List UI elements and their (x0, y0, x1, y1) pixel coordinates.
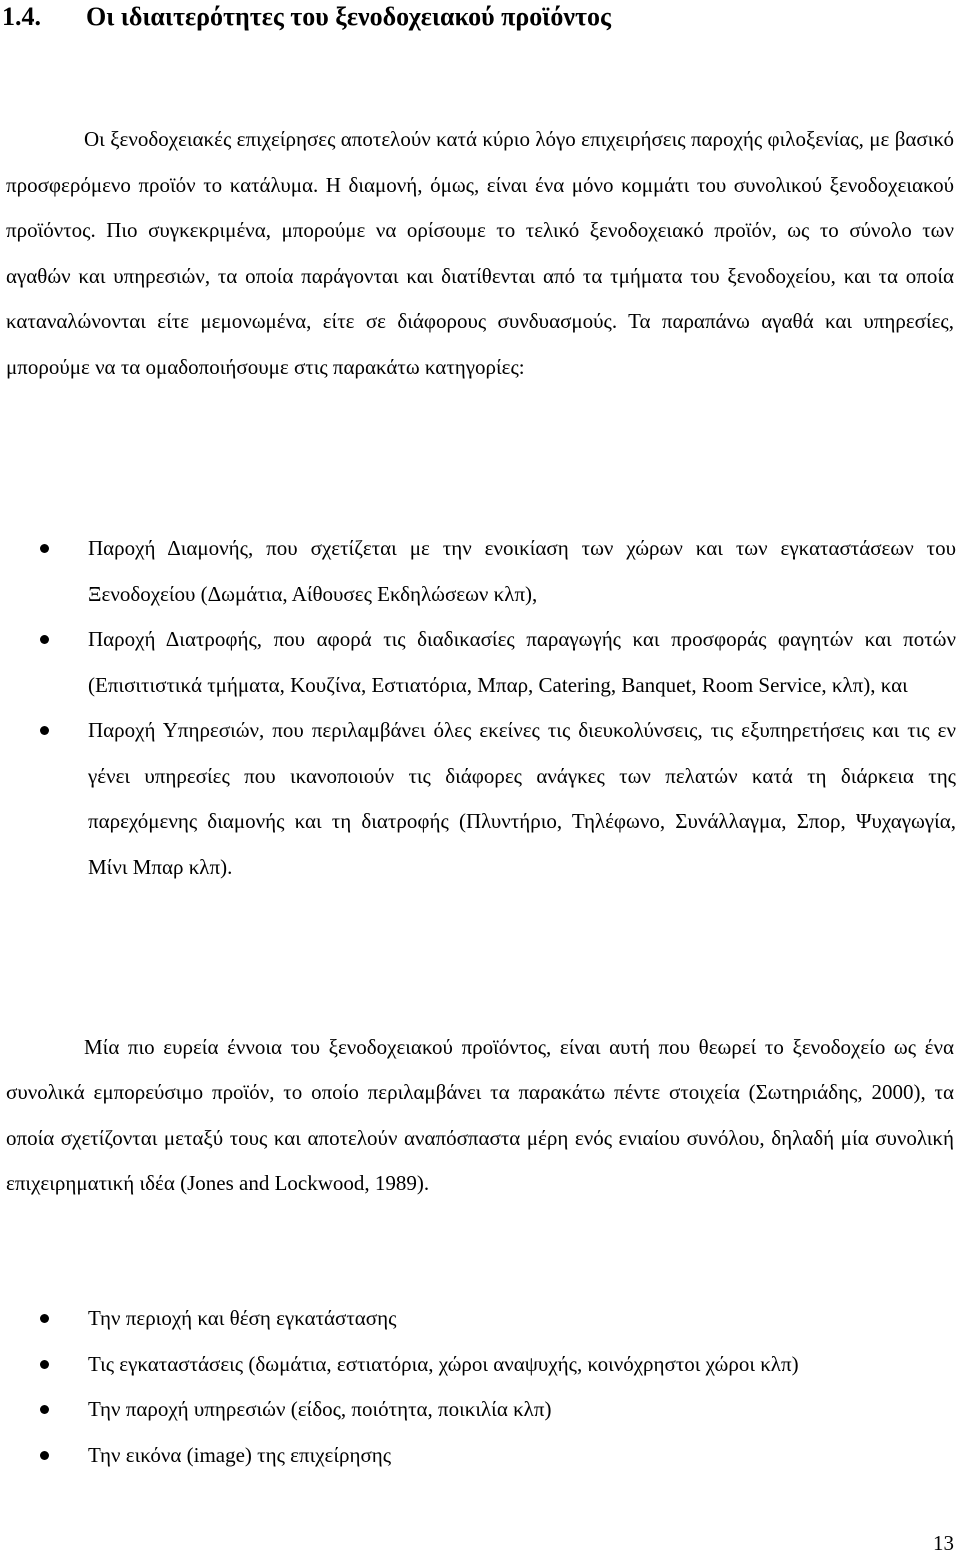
list-item (0, 1433, 956, 1479)
list-item (0, 708, 956, 890)
list-item (0, 1296, 956, 1342)
bullet-icon (40, 1314, 49, 1323)
list-item-text: Παροχή Διαμονής, που σχετίζεται με την ενοικίαση των χώρων και των εγκαταστάσεων του Ξενοδοχείου (Δωμάτια, Αίθουσες Εκδηλώσεων κλπ), (88, 536, 956, 606)
list-item-text: Την παροχή υπηρεσιών (είδος, ποιότητα, ποικιλία κλπ) (88, 1397, 552, 1421)
section-title: Οι ιδιαιτερότητες του ξενοδοχειακού προϊόντος (86, 2, 611, 31)
bullet-icon (40, 635, 49, 644)
broader-concept-paragraph: Μία πιο ευρεία έννοια του ξενοδοχειακού προϊόντος, είναι αυτή που θεωρεί το ξενοδοχείο ως ένα συνολικά εμπορεύσιμο προϊόν, το οποίο περιλαμβάνει τα παρακάτω πέντε στοιχεία (Σωτηριάδης, 2000), τα οποία σχετίζονται μεταξύ τους και αποτελούν αναπόσπαστα μέρη ενός ενιαίου συνόλου, δηλαδή μία συνολική επιχειρηματική ιδέα (Jones and Lockwood, 1989). (6, 1035, 954, 1195)
list-item (0, 617, 956, 708)
list-item-text: Τις εγκαταστάσεις (δωμάτια, εστιατόρια, χώροι αναψυχής, κοινόχρηστοι χώροι κλπ) (88, 1351, 799, 1376)
bullet-icon (40, 544, 49, 553)
section-heading (2, 0, 952, 34)
elements-list (0, 1296, 956, 1478)
bullet-icon (40, 1405, 49, 1414)
page-number: 13 (933, 1531, 954, 1555)
bullet-icon (40, 1360, 49, 1369)
bullet-icon (40, 726, 49, 735)
list-item (0, 1342, 956, 1388)
list-item-text: Παροχή Υπηρεσιών, που περιλαμβάνει όλες εκείνες τις διευκολύνσεις, τις εξυπηρετήσεις και τις εν γένει υπηρεσίες που ικανοποιούν τις διάφορες ανάγκες των πελατών κατά τη διάρκεια της παρεχόμενης διαμονής και τη διατροφής (Πλυντήριο, Τηλέφωνο, Συνάλλαγμα, Σπορ, Ψυχαγωγία, Μίνι Μπαρ κλπ). (88, 718, 956, 879)
list-item-text: Παροχή Διατροφής, που αφορά τις διαδικασίες παραγωγής και προσφοράς φαγητών και ποτών (Επισιτιστικά τμήματα, Κουζίνα, Εστιατόρια, Μπαρ, Catering, Banquet, Room Service, κλπ), και (88, 627, 956, 697)
list-item (0, 526, 956, 617)
list-item (0, 1387, 956, 1433)
list-item-text: Την περιοχή και θέση εγκατάστασης (88, 1306, 397, 1330)
intro-paragraph: Οι ξενοδοχειακές επιχείρησες αποτελούν κατά κύριο λόγο επιχειρήσεις παροχής φιλοξενίας, με βασικό προσφερόμενο προϊόν το κατάλυμα. Η διαμονή, όμως, είναι ένα μόνο κομμάτι του συνολικού ξενοδοχειακού προϊόντος. Πιο συγκεκριμένα, μπορούμε να ορίσουμε το τελικό ξενοδοχειακό προϊόν, ως το σύνολο των αγαθών και υπηρεσιών, τα οποία παράγονται και διατίθενται από τα τμήματα του ξενοδοχείου, και τα οποία καταναλώνονται είτε μεμονωμένα, είτε σε διάφορους συνδυασμούς. Τα παραπάνω αγαθά και υπηρεσίες, μπορούμε να τα ομαδοποιήσουμε στις παρακάτω κατηγορίες: (6, 127, 954, 379)
list-item-text: Την εικόνα (image) της επιχείρησης (88, 1442, 392, 1467)
section-number: 1.4. (2, 2, 41, 31)
bullet-icon (40, 1451, 49, 1460)
categories-list (0, 526, 956, 890)
